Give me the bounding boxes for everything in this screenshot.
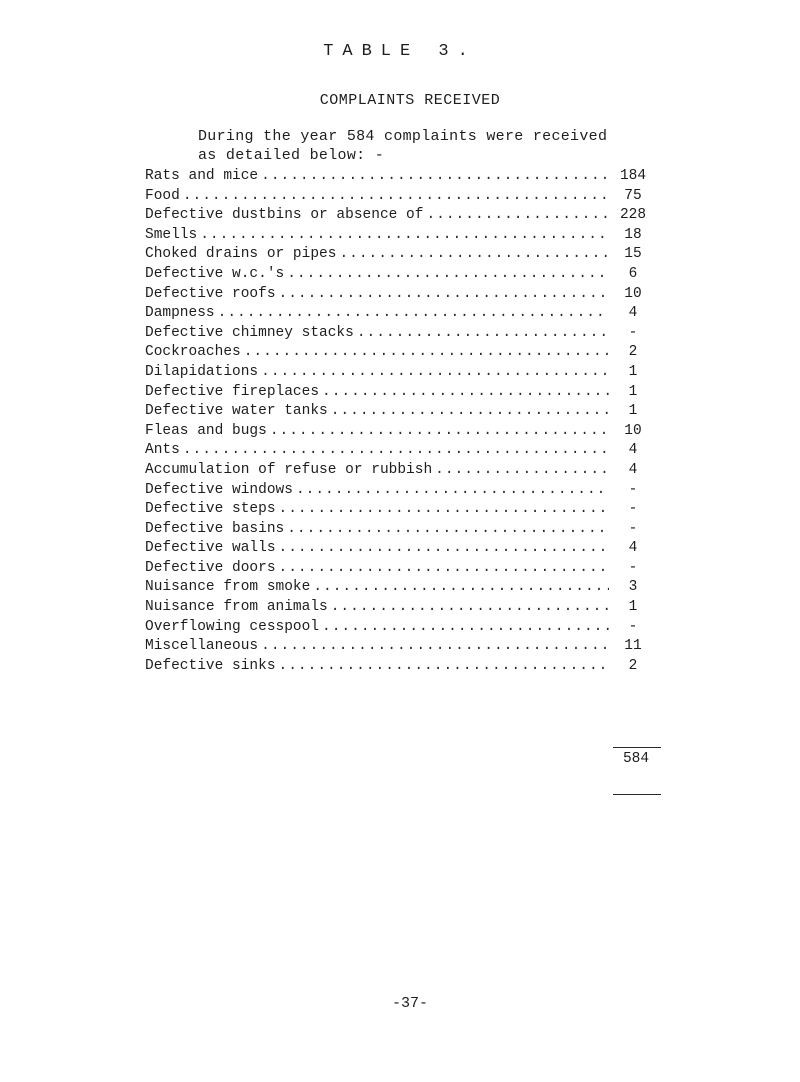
complaint-label: Defective w.c.'s [145, 265, 285, 282]
complaint-count: 1 [628, 599, 638, 616]
dot-leader [218, 305, 609, 321]
complaint-row [145, 619, 655, 639]
dot-leader [279, 286, 609, 302]
dot-leader [331, 403, 609, 419]
dot-leader [322, 384, 609, 400]
complaint-row [145, 227, 655, 247]
complaint-count: - [628, 481, 638, 498]
complaint-count: 10 [624, 285, 642, 302]
complaint-label: Fleas and bugs [145, 422, 267, 439]
intro-line-2: as detailed below: - [198, 147, 385, 164]
complaint-row [145, 207, 655, 227]
complaint-label: Defective walls [145, 540, 276, 557]
dot-leader [200, 227, 609, 243]
complaint-count: 10 [624, 422, 642, 439]
complaint-label: Choked drains or pipes [145, 246, 337, 263]
complaint-count: - [628, 618, 638, 635]
complaint-row [145, 482, 655, 502]
complaint-count: 15 [624, 246, 642, 263]
dot-leader [279, 540, 609, 556]
dot-leader [313, 579, 609, 595]
complaint-row [145, 560, 655, 580]
dot-leader [287, 521, 609, 537]
complaint-count: 4 [628, 540, 638, 557]
total-rule-top [613, 747, 661, 748]
dot-leader [322, 619, 609, 635]
intro-paragraph [198, 127, 698, 165]
complaint-count: 75 [624, 187, 642, 204]
complaint-row [145, 638, 655, 658]
complaint-count: - [628, 324, 638, 341]
complaint-count: 6 [628, 265, 638, 282]
complaint-count: 228 [619, 207, 647, 224]
complaint-row [145, 344, 655, 364]
complaint-label: Smells [145, 226, 198, 243]
complaint-count: 18 [624, 226, 642, 243]
dot-leader [244, 344, 609, 360]
table-title: TABLE 3. [323, 42, 477, 61]
dot-leader [426, 207, 609, 223]
complaint-row [145, 364, 655, 384]
complaint-row [145, 658, 655, 678]
complaint-label: Defective windows [145, 481, 293, 498]
dot-leader [279, 560, 609, 576]
dot-leader [261, 168, 609, 184]
complaint-label: Defective sinks [145, 657, 276, 674]
complaint-label: Defective basins [145, 520, 285, 537]
complaint-label: Defective fireplaces [145, 383, 320, 400]
complaint-label: Defective doors [145, 559, 276, 576]
complaint-count: 184 [619, 168, 647, 184]
complaint-label: Rats and mice [145, 168, 259, 184]
complaint-count: 1 [628, 363, 638, 380]
complaint-label: Miscellaneous [145, 638, 259, 655]
complaint-count: 11 [624, 638, 642, 655]
dot-leader [270, 423, 609, 439]
complaint-count: 4 [628, 461, 638, 478]
dot-leader [331, 599, 609, 615]
complaint-count: 4 [628, 442, 638, 459]
complaint-label: Defective water tanks [145, 403, 328, 420]
complaint-label: Accumulation of refuse or rubbish [145, 461, 433, 478]
complaint-row [145, 521, 655, 541]
dot-leader [183, 188, 609, 204]
dot-leader [261, 638, 609, 654]
complaint-count: 2 [628, 344, 638, 361]
complaint-row [145, 403, 655, 423]
dot-leader [296, 482, 609, 498]
complaint-label: Cockroaches [145, 344, 241, 361]
complaint-row [145, 579, 655, 599]
complaint-row [145, 188, 655, 208]
dot-leader [279, 501, 609, 517]
complaint-count: 2 [628, 657, 638, 674]
table-subtitle: COMPLAINTS RECEIVED [319, 92, 501, 109]
complaint-count: 1 [628, 383, 638, 400]
complaint-count: 4 [628, 305, 638, 322]
dot-leader [435, 462, 609, 478]
complaint-row [145, 462, 655, 482]
dot-leader [287, 266, 609, 282]
complaint-row [145, 501, 655, 521]
complaint-label: Ants [145, 442, 180, 459]
dot-leader [279, 658, 609, 674]
complaint-row [145, 325, 655, 345]
page-number: -37- [391, 995, 428, 1012]
complaint-label: Food [145, 187, 180, 204]
complaint-count: - [628, 520, 638, 537]
total-rule-bottom [613, 794, 661, 795]
complaint-row [145, 168, 655, 188]
complaint-row [145, 540, 655, 560]
complaint-row [145, 384, 655, 404]
complaint-row [145, 266, 655, 286]
complaint-label: Defective roofs [145, 285, 276, 302]
complaint-label: Nuisance from smoke [145, 579, 311, 596]
complaint-label: Dilapidations [145, 363, 259, 380]
complaints-list [145, 168, 655, 677]
complaint-label: Defective steps [145, 501, 276, 518]
complaint-row [145, 442, 655, 462]
complaint-row [145, 286, 655, 306]
complaint-label: Overflowing cesspool [145, 618, 320, 635]
complaint-row [145, 305, 655, 325]
dot-leader [357, 325, 609, 341]
complaint-label: Dampness [145, 305, 215, 322]
complaint-label: Defective chimney stacks [145, 324, 354, 341]
complaint-row [145, 599, 655, 619]
complaint-row [145, 423, 655, 443]
complaint-count: 3 [628, 579, 638, 596]
dot-leader [183, 442, 609, 458]
complaint-label: Defective dustbins or absence of [145, 207, 424, 224]
complaint-count: 1 [628, 403, 638, 420]
complaint-count: - [628, 501, 638, 518]
dot-leader [339, 246, 609, 262]
total-value: 584 [622, 751, 650, 767]
complaint-count: - [628, 559, 638, 576]
complaint-label: Nuisance from animals [145, 599, 328, 616]
complaint-row [145, 246, 655, 266]
dot-leader [261, 364, 609, 380]
intro-line-1: During the year 584 complaints were received [198, 128, 608, 145]
